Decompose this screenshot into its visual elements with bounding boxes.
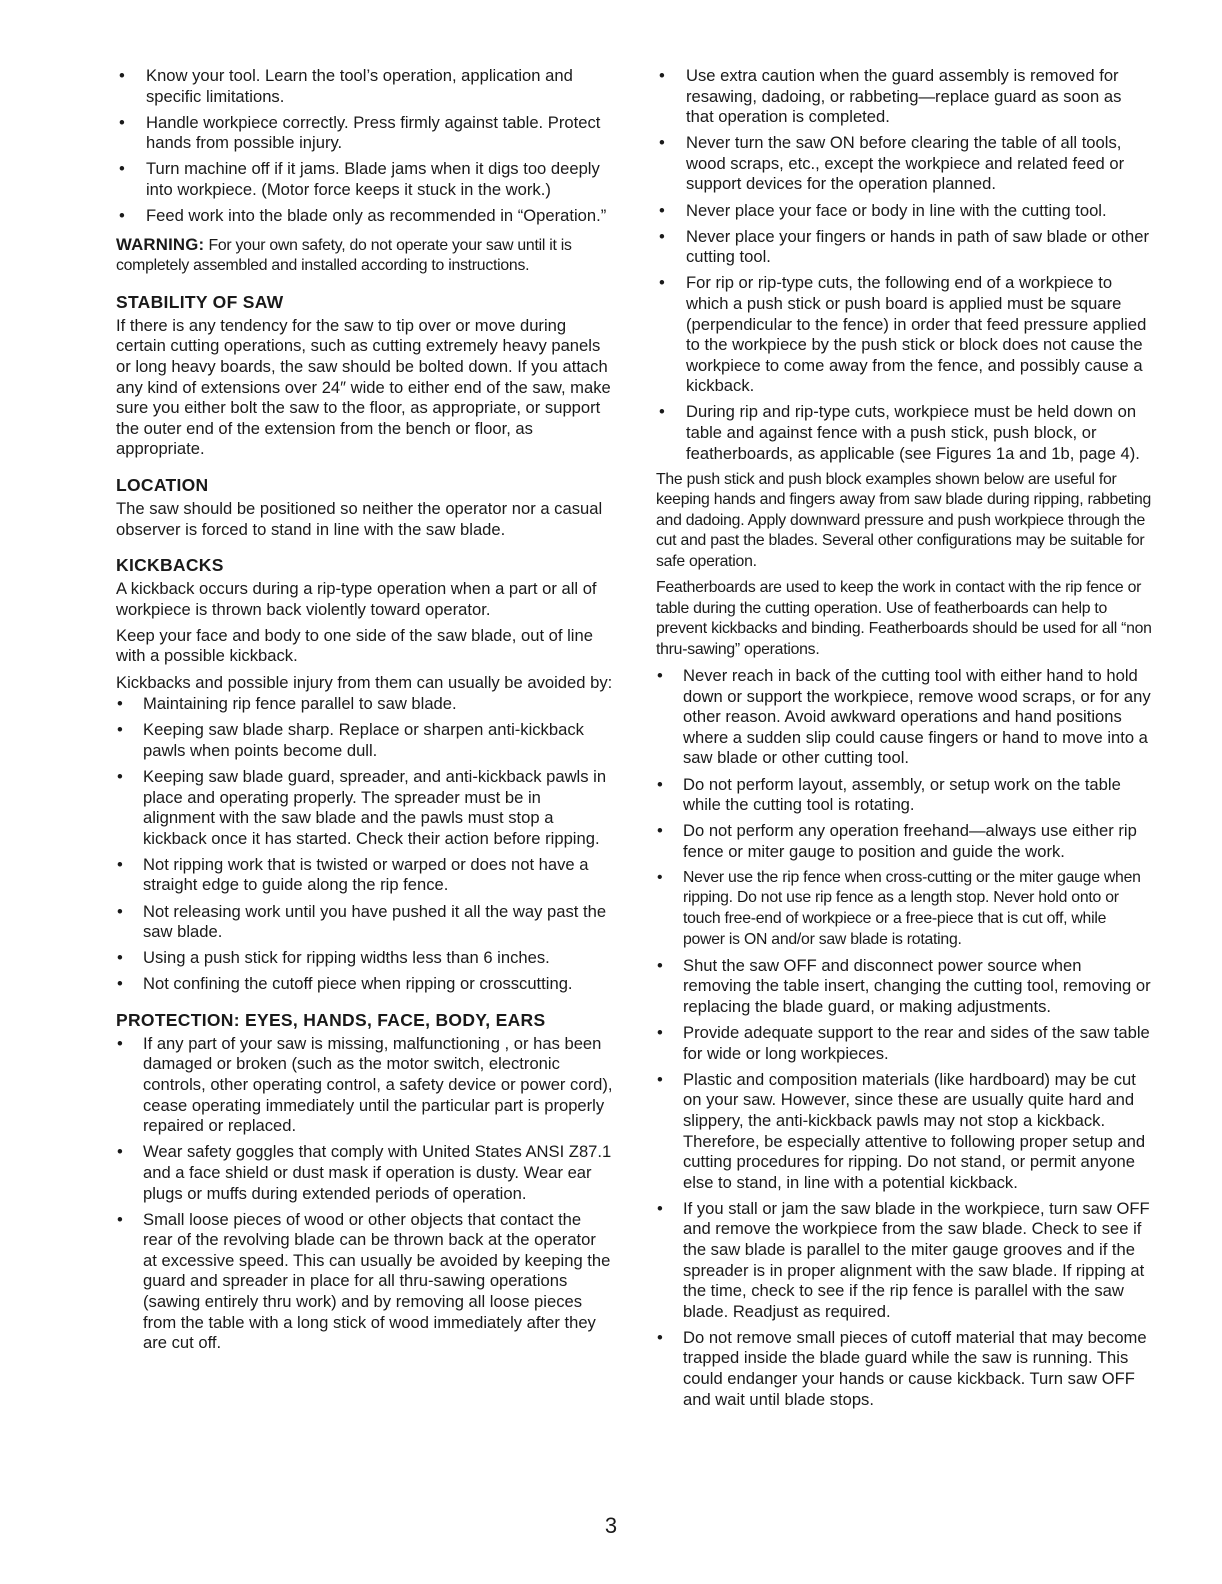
protection-bullet: • If any part of your saw is missing, malfunctioning , or has been damaged or broken (such as the motor switch, electronic controls, other operating control, a safety device or power cord), cease operating immediately until the particular part is properly repaired or replaced. [116, 1034, 614, 1137]
kickbacks-bullet: • Keeping saw blade sharp. Replace or sharpen anti-kickback pawls when points become dull. [116, 720, 614, 761]
safety-bullet: • Plastic and composition materials (like hardboard) may be cut on your saw. However, since these are usually quite hard and slippery, the anti-kickback pawls may not stop a kickback. Therefore, be especially attentive to following proper setup and cutting procedures for ripping. Do not stand, or permit anyone else to stand, in line with a potential kickback. [656, 1070, 1152, 1194]
safety-bullet: • For rip or rip-type cuts, the following end of a workpiece to which a push stick or push board is applied must be square (perpendicular to the fence) in order that feed pressure applied to the workpiece by the push stick or block does not cause the workpiece to come away from the fence, and possibly cause a kickback. [656, 273, 1152, 397]
safety-bullet: • Never place your face or body in line with the cutting tool. [656, 201, 1152, 222]
warning-notice [116, 235, 614, 277]
safety-bullet: • Never turn the saw ON before clearing the table of all tools, wood scraps, etc., except the workpiece and related feed or support devices for the operation planned. [656, 133, 1152, 195]
intro-bullet: • Handle workpiece correctly. Press firmly against table. Protect hands from possible injury. [116, 113, 614, 154]
safety-bullet: • If you stall or jam the saw blade in the workpiece, turn saw OFF and remove the workpiece from the saw blade. Check to see if the saw blade is parallel to the miter gauge grooves and if the spreader is in proper alignment with the saw blade. If ripping at the time, check to see if the rip fence is parallel with the saw blade. Readjust as required. [656, 1199, 1152, 1323]
warning-label: WARNING: [116, 234, 205, 254]
protection-heading: PROTECTION: EYES, HANDS, FACE, BODY, EARS [116, 1009, 546, 1030]
stability-text: If there is any tendency for the saw to tip over or move during certain cutting operations, such as cutting extremely heavy panels or long heavy boards, the saw should be bolted down. If you attach any kind of extensions over 24″ wide to either end of the saw, make sure you either bolt the saw to the floor, as appropriate, or support the outer end of the extension from the bench or floor, as appropriate. [116, 315, 611, 459]
location-heading: LOCATION [116, 475, 209, 495]
intro-bullet: • Turn machine off if it jams. Blade jams when it digs too deeply into workpiece. (Motor force keeps it stuck in the work.) [116, 159, 614, 200]
safety-bullet: • Do not perform any operation freehand—always use either rip fence or miter gauge to position and guide the work. [656, 821, 1152, 862]
safety-bullet: • During rip and rip-type cuts, workpiece must be held down on table and against fence with a push stick, push block, or featherboards, as applicable (see Figures 1a and 1b, page 4). [656, 402, 1152, 464]
safety-bullet: • Never use the rip fence when cross-cutting or the miter gauge when ripping. Do not use rip fence as a length stop. Never hold onto or touch free-end of workpiece or a free-piece that is cut off, while power is ON and/or saw blade is rotating. [656, 868, 1152, 950]
featherboards-paragraph: Featherboards are used to keep the work in contact with the rip fence or table during the cutting operation. Use of featherboards can help to prevent kickbacks and binding. Featherboards should be used for all “non thru-sawing” operations. [656, 579, 1152, 658]
safety-bullet: • Provide adequate support to the rear and sides of the saw table for wide or long workpieces. [656, 1023, 1152, 1064]
stability-heading: STABILITY OF SAW [116, 291, 284, 312]
safety-bullet: • Never place your fingers or hands in path of saw blade or other cutting tool. [656, 227, 1152, 268]
safety-bullet: • Do not perform layout, assembly, or setup work on the table while the cutting tool is rotating. [656, 775, 1152, 816]
kickbacks-bullet: • Not releasing work until you have pushed it all the way past the saw blade. [116, 902, 614, 943]
protection-bullet: • Wear safety goggles that comply with United States ANSI Z87.1 and a face shield or dust mask if operation is dusty. Wear ear plugs or muffs during extended periods of operation. [116, 1142, 614, 1204]
warning-text: For your own safety, do not operate your saw until it is completely assembled and installed according to instructions. [116, 236, 572, 275]
left-column [116, 66, 614, 1359]
kickbacks-bullet: • Using a push stick for ripping widths less than 6 inches. [116, 948, 614, 969]
kickbacks-paragraph: Keep your face and body to one side of the saw blade, out of line with a possible kickback. [116, 625, 593, 666]
right-column [656, 66, 1152, 1416]
safety-bullet: • Do not remove small pieces of cutoff material that may become trapped inside the blade guard while the saw is running. This could endanger your hands or cause kickback. Turn saw OFF and wait until blade stops. [656, 1328, 1152, 1410]
kickbacks-bullet: • Not confining the cutoff piece when ripping or crosscutting. [116, 974, 614, 995]
kickbacks-bullet: • Maintaining rip fence parallel to saw blade. [116, 694, 614, 715]
kickbacks-paragraph: A kickback occurs during a rip-type operation when a part or all of workpiece is thrown back violently toward operator. [116, 579, 597, 619]
safety-bullet: • Use extra caution when the guard assembly is removed for resawing, dadoing, or rabbeting—replace guard as soon as that operation is completed. [656, 66, 1152, 128]
kickbacks-paragraph: Kickbacks and possible injury from them can usually be avoided by: [116, 672, 613, 692]
kickbacks-bullet: • Keeping saw blade guard, spreader, and anti-kickback pawls in place and operating properly. The spreader must be in alignment with the saw blade and the pawls must stop a kickback once it has started. Check their action before ripping. [116, 767, 614, 849]
safety-bullet: • Never reach in back of the cutting tool with either hand to hold down or support the workpiece, remove wood scraps, or for any other reason. Avoid awkward operations and hand positions where a sudden slip could cause fingers or hand to move into a saw blade or other cutting tool. [656, 666, 1152, 769]
protection-bullet: • Small loose pieces of wood or other objects that contact the rear of the revolving blade can be thrown back at the operator at excessive speed. This can usually be avoided by keeping the guard and spreader in place for all thru-sawing operations (sawing entirely thru work) and by removing all loose pieces from the table with a long stick of wood immediately after they are cut off. [116, 1210, 614, 1354]
safety-bullet: • Shut the saw OFF and disconnect power source when removing the table insert, changing the cutting tool, removing or replacing the blade guard, or making adjustments. [656, 956, 1152, 1018]
page-number: 3 [604, 1513, 618, 1538]
kickbacks-heading: KICKBACKS [116, 555, 224, 576]
intro-bullet: • Feed work into the blade only as recommended in “Operation.” [116, 206, 614, 227]
push-stick-paragraph: The push stick and push block examples shown below are useful for keeping hands and fingers away from saw blade during ripping, rabbeting and dadoing. Apply downward pressure and push workpiece through the cut and past the blades. Several other configurations may be suitable for safe operation. [656, 470, 1152, 571]
intro-bullet: • Know your tool. Learn the tool’s operation, application and specific limitations. [116, 66, 614, 107]
location-text: The saw should be positioned so neither the operator nor a casual observer is forced to stand in line with the saw blade. [116, 499, 603, 539]
kickbacks-bullet: • Not ripping work that is twisted or warped or does not have a straight edge to guide along the rip fence. [116, 855, 614, 896]
